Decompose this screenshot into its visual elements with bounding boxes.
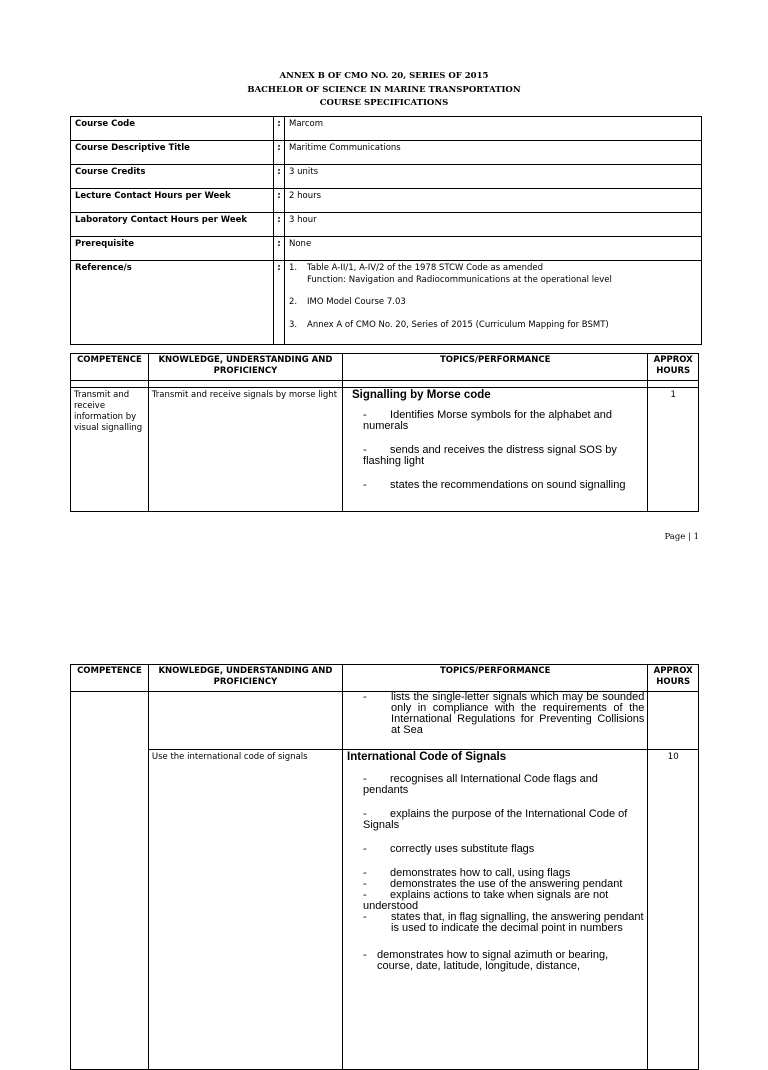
dash: - [363, 878, 367, 890]
spec-label: Reference/s [71, 261, 274, 345]
spec-label: Lecture Contact Hours per Week [71, 189, 274, 213]
topic-item-text: lists the single-letter signals which may be sounded only in compliance with the requirements of the International Regulations for Preventing Collisions at Sea [391, 691, 645, 736]
dash: - [363, 773, 367, 785]
spec-row [71, 117, 702, 141]
reference-item [289, 297, 697, 309]
page-number-footer: Page | 1 [664, 532, 699, 542]
competence-table-header [71, 665, 699, 692]
col-header-topics: TOPICS/PERFORMANCE [343, 354, 648, 381]
table-row [71, 388, 699, 512]
table-row [71, 692, 699, 750]
topic-item [363, 480, 644, 491]
dash: - [363, 409, 367, 421]
col-header-hours: APPROX HOURS [648, 354, 699, 381]
references-list [289, 263, 697, 331]
spec-label: Prerequisite [71, 237, 274, 261]
topic-item-text: correctly uses substitute flags [390, 843, 535, 855]
hours-cell: 10 [648, 750, 699, 1070]
competence-table-header [71, 354, 699, 381]
col-header-knowledge: KNOWLEDGE, UNDERSTANDING AND PROFICIENCY [148, 354, 342, 381]
spec-label: Course Descriptive Title [71, 141, 274, 165]
knowledge-cell [148, 692, 342, 750]
table-row [71, 750, 699, 1070]
spec-row [71, 213, 702, 237]
topic-item [363, 950, 644, 972]
dash: - [363, 691, 367, 703]
spacer-cell [648, 381, 699, 388]
spec-value: Marcom [285, 117, 702, 141]
competence-cell: Transmit and receive information by visual signalling [71, 388, 149, 512]
references-list-cell [285, 261, 702, 345]
spec-row [71, 141, 702, 165]
topics-cell [343, 692, 648, 750]
spec-colon: : [274, 117, 285, 141]
spec-colon: : [274, 213, 285, 237]
topic-item-text: demonstrates how to call, using flags [390, 867, 571, 879]
spacer-cell [343, 381, 648, 388]
topic-item-text: demonstrates the use of the answering pendant [390, 878, 623, 890]
spec-label: Laboratory Contact Hours per Week [71, 213, 274, 237]
topic-item [363, 692, 644, 736]
reference-text [307, 263, 612, 286]
spec-label: Course Code [71, 117, 274, 141]
competence-cell [71, 692, 149, 1070]
dash: - [363, 444, 367, 456]
topic-item [363, 890, 644, 912]
dash: - [363, 867, 367, 879]
spec-row [71, 237, 702, 261]
topic-item [363, 844, 644, 855]
spec-value: 3 hour [285, 213, 702, 237]
reference-line: IMO Model Course 7.03 [307, 297, 406, 307]
topic-item-text: sends and receives the distress signal SOS by flashing light [363, 444, 617, 467]
spec-colon: : [274, 141, 285, 165]
col-header-knowledge: KNOWLEDGE, UNDERSTANDING AND PROFICIENCY [148, 665, 342, 692]
document-page-2 [0, 640, 768, 1024]
reference-number: 3. [289, 319, 298, 330]
spec-row [71, 189, 702, 213]
topic-item-text: explains actions to take when signals are not understood [363, 889, 609, 912]
spacer-row [71, 381, 699, 388]
dash: - [363, 949, 367, 961]
spec-row-references [71, 261, 702, 345]
col-header-hours: APPROX HOURS [648, 665, 699, 692]
topic-item-text: states the recommendations on sound signalling [390, 479, 626, 491]
knowledge-cell: Use the international code of signals [148, 750, 342, 1070]
document-header [0, 70, 768, 111]
spec-colon: : [274, 189, 285, 213]
competence-table [70, 353, 699, 512]
topic-item-text: Identifies Morse symbols for the alphabet and numerals [363, 409, 612, 432]
topic-title: Signalling by Morse code [352, 389, 491, 401]
dash: - [363, 889, 367, 901]
topic-item-text: states that, in flag signalling, the answering pendant is used to indicate the decimal point in numbers [391, 911, 644, 934]
header-program: BACHELOR OF SCIENCE IN MARINE TRANSPORTATION [247, 84, 521, 95]
spacer-cell [148, 381, 342, 388]
topic-item [363, 445, 644, 467]
col-header-competence: COMPETENCE [71, 354, 149, 381]
topic-item [363, 809, 644, 831]
reference-number: 2. [289, 297, 298, 307]
spec-value: 3 units [285, 165, 702, 189]
topic-item [363, 410, 644, 432]
course-spec-table [70, 116, 702, 345]
hours-cell [648, 692, 699, 750]
topic-item-text: demonstrates how to signal azimuth or bearing, course, date, latitude, longitude, distance, [377, 949, 609, 972]
spec-value: None [285, 237, 702, 261]
topic-title: International Code of Signals [347, 751, 507, 763]
knowledge-cell: Transmit and receive signals by morse light [148, 388, 342, 512]
topics-cell [343, 388, 648, 512]
header-title: COURSE SPECIFICATIONS [319, 98, 449, 108]
reference-number: 1. [289, 263, 298, 273]
col-header-competence: COMPETENCE [71, 665, 149, 692]
hours-cell: 1 [648, 388, 699, 512]
topic-item [363, 912, 644, 934]
spec-value: Maritime Communications [285, 141, 702, 165]
header-annex: ANNEX B OF CMO NO. 20, SERIES OF 2015 [279, 71, 489, 81]
col-header-topics: TOPICS/PERFORMANCE [343, 665, 648, 692]
dash: - [363, 911, 367, 923]
dash: - [363, 479, 367, 491]
topics-cell [343, 750, 648, 1070]
dash: - [363, 843, 367, 855]
competence-table-continued [70, 664, 699, 1070]
spec-value: 2 hours [285, 189, 702, 213]
reference-line: Table A-II/1, A-IV/2 of the 1978 STCW Code as amended [307, 263, 543, 273]
spec-row [71, 165, 702, 189]
spec-colon: : [274, 237, 285, 261]
topic-item-text: recognises all International Code flags and pendants [363, 773, 598, 796]
spacer-cell [71, 381, 149, 388]
reference-line: Annex A of CMO No. 20, Series of 2015 (Curriculum Mapping for BSMT) [307, 319, 609, 330]
topic-item-text: explains the purpose of the International Code of Signals [363, 808, 628, 831]
page-gap [0, 560, 768, 640]
reference-item [289, 320, 697, 332]
topic-item [363, 774, 644, 796]
reference-line: Function: Navigation and Radiocommunications at the operational level [307, 274, 612, 285]
dash: - [363, 808, 367, 820]
spec-colon: : [274, 165, 285, 189]
reference-item [289, 263, 697, 286]
spec-colon: : [274, 261, 285, 345]
spec-label: Course Credits [71, 165, 274, 189]
